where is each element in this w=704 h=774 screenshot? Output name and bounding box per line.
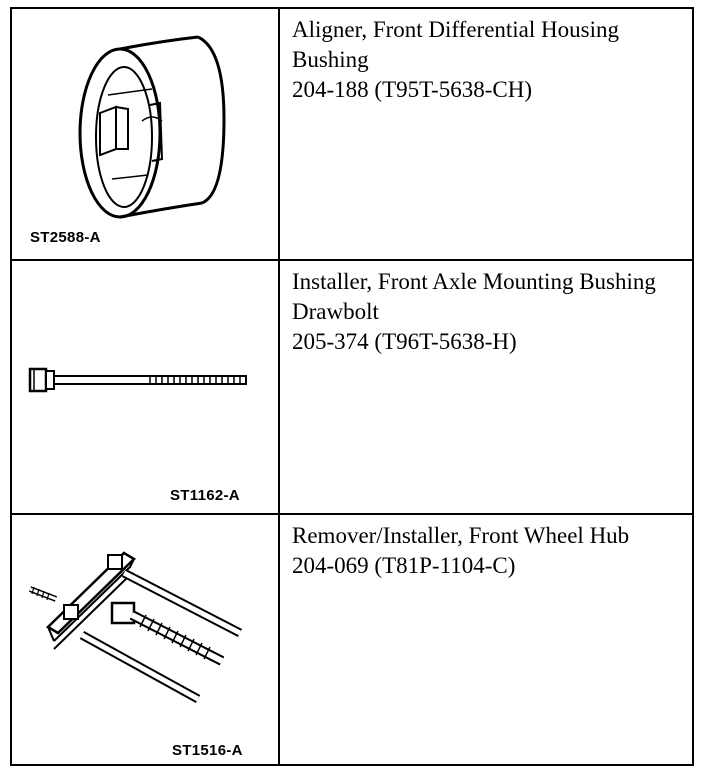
illustration-code: ST1162-A	[170, 487, 240, 504]
special-tools-table	[10, 7, 694, 766]
table-row	[12, 515, 692, 764]
tool-name: Installer, Front Axle Mounting Bushing Drawbolt	[292, 269, 656, 324]
illustration-code: ST2588-A	[30, 229, 101, 246]
table-row	[12, 9, 692, 261]
illustration-cell	[12, 261, 280, 513]
tool-number: 204-069 (T81P-1104-C)	[292, 553, 516, 578]
illustration-cell	[12, 515, 280, 764]
tool-name: Remover/Installer, Front Wheel Hub	[292, 523, 630, 548]
tool-description-cell	[280, 261, 692, 513]
drawbolt-illustration	[12, 261, 280, 511]
tool-number: 205-374 (T96T-5638-H)	[292, 329, 517, 354]
tool-name: Aligner, Front Differential Housing Bushing	[292, 17, 619, 72]
table-row	[12, 261, 692, 515]
illustration-code: ST1516-A	[172, 742, 243, 759]
tool-number: 204-188 (T95T-5638-CH)	[292, 77, 532, 102]
bushing-aligner-illustration	[12, 9, 280, 259]
illustration-cell	[12, 9, 280, 259]
tool-description-cell	[280, 515, 692, 764]
hub-puller-illustration	[12, 515, 280, 764]
tool-description-cell	[280, 9, 692, 259]
